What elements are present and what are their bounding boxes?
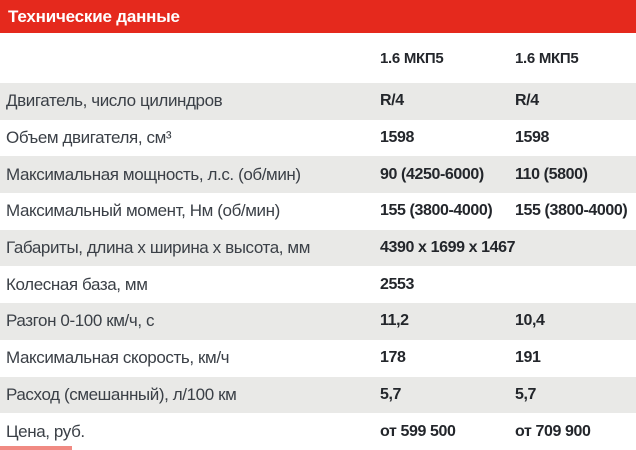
- spec-value-col1: R/4: [380, 92, 404, 110]
- table-row: [0, 266, 636, 303]
- table-row: [0, 120, 636, 157]
- spec-value-col1: 4390 x 1699 x 1467: [380, 239, 516, 257]
- spec-value-col2: R/4: [515, 92, 539, 110]
- spec-label: Максимальная скорость, км/ч: [6, 348, 230, 368]
- spec-value-col2: 10,4: [515, 312, 545, 330]
- spec-value-col1: 1598: [380, 129, 414, 147]
- spec-value-col2: 191: [515, 349, 541, 367]
- spec-label: Максимальный момент, Нм (об/мин): [6, 201, 280, 221]
- spec-value-col2: 110 (5800): [515, 165, 588, 183]
- spec-label: Расход (смешанный), л/100 км: [6, 384, 237, 404]
- spec-value-col1: 155 (3800-4000): [380, 202, 493, 220]
- column-header-row: [0, 33, 636, 83]
- spec-label: Колесная база, мм: [6, 274, 148, 294]
- table-row: [0, 303, 636, 340]
- table-row: [0, 377, 636, 414]
- spec-value-col1: 178: [380, 349, 406, 367]
- table-row: [0, 340, 636, 377]
- table-row: [0, 413, 636, 450]
- section-title: Технические данные: [8, 6, 180, 26]
- spec-value-col2: 155 (3800-4000): [515, 202, 628, 220]
- spec-value-col2: 5,7: [515, 385, 537, 403]
- spec-value-col2: от 709 900: [515, 422, 591, 440]
- spec-label: Объем двигателя, см³: [6, 128, 172, 148]
- next-section-red-edge: [0, 446, 72, 450]
- spec-rows: [0, 83, 636, 450]
- spec-label: Габариты, длина х ширина х высота, мм: [6, 238, 311, 258]
- table-row: [0, 156, 636, 193]
- spec-label: Цена, руб.: [6, 421, 85, 441]
- spec-value-col1: 11,2: [380, 312, 409, 330]
- section-header: [0, 0, 636, 33]
- column-header-trim-1: 1.6 МКП5: [380, 49, 444, 67]
- table-row: [0, 83, 636, 120]
- spec-value-col1: 90 (4250-6000): [380, 165, 484, 183]
- table-row: [0, 193, 636, 230]
- spec-label: Максимальная мощность, л.с. (об/мин): [6, 164, 301, 184]
- table-row: [0, 230, 636, 267]
- spec-label: Двигатель, число цилиндров: [6, 91, 223, 111]
- spec-value-col1: от 599 500: [380, 422, 456, 440]
- spec-value-col1: 5,7: [380, 385, 402, 403]
- spec-value-col1: 2553: [380, 275, 414, 293]
- spec-value-col2: 1598: [515, 129, 549, 147]
- column-header-trim-2: 1.6 МКП5: [515, 49, 579, 67]
- spec-label: Разгон 0-100 км/ч, с: [6, 311, 155, 331]
